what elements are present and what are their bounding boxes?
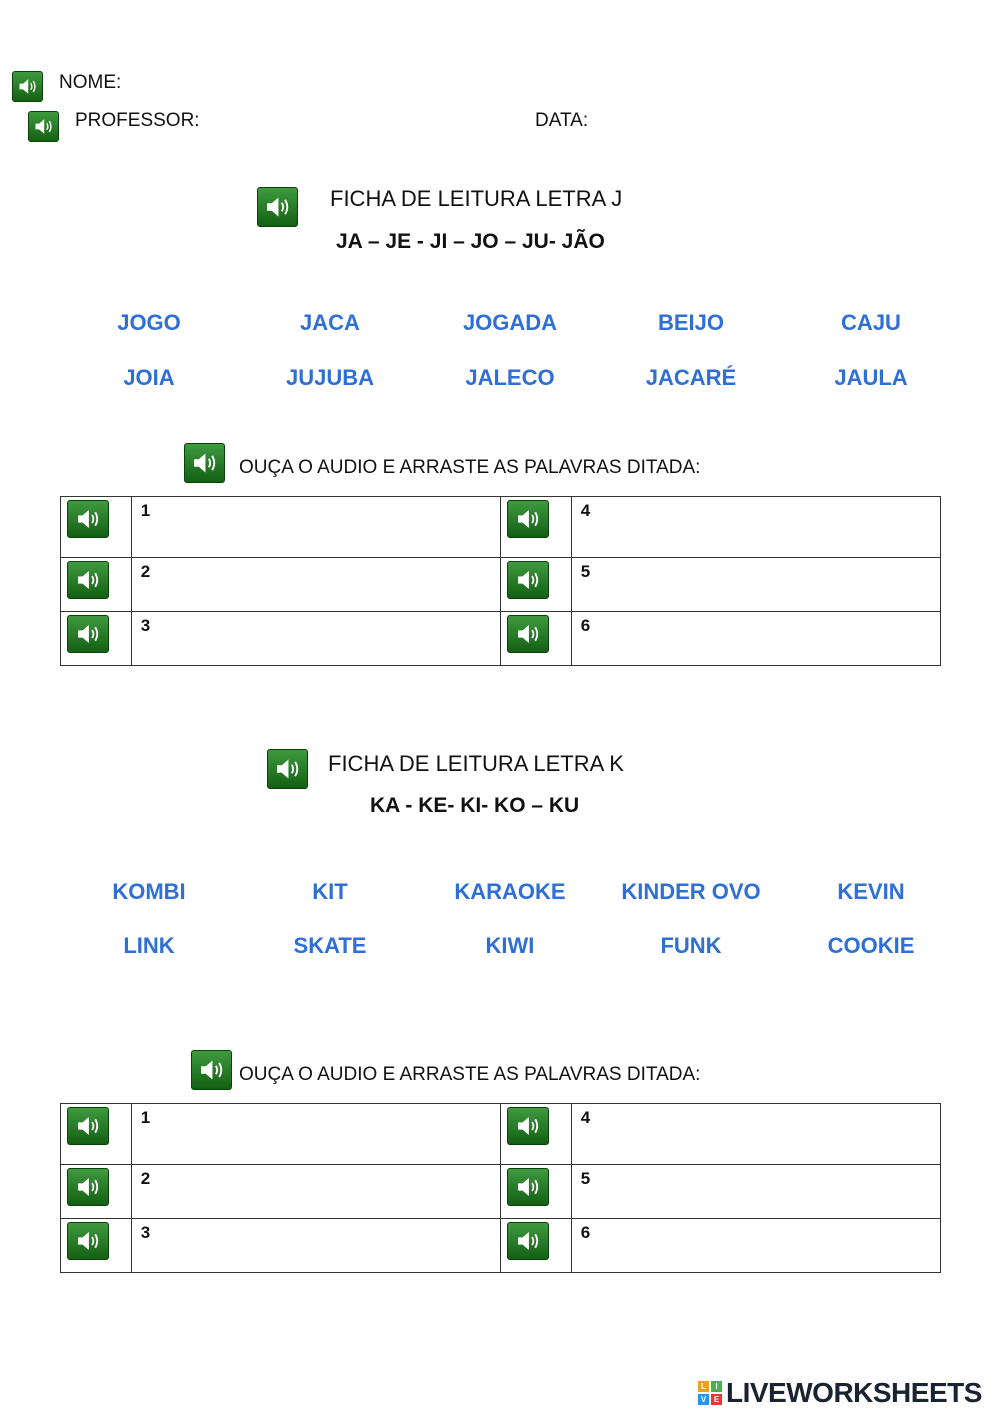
slot-number: 1 (140, 501, 151, 520)
word-card[interactable]: KEVIN (837, 879, 905, 904)
word-card[interactable]: KIT (312, 879, 348, 904)
dictation-audio-button[interactable] (67, 1107, 109, 1145)
section-j-syllables: JA – JE - JI – JO – JU- JÃO (336, 230, 605, 253)
teacher-audio-button[interactable] (28, 111, 59, 142)
slot-number: 4 (580, 501, 591, 520)
answer-slot (571, 1165, 940, 1219)
drop-zone[interactable] (162, 562, 496, 607)
drop-zone[interactable] (162, 1169, 496, 1214)
drop-zone[interactable] (602, 501, 936, 553)
date-label: DATA: (535, 110, 589, 131)
word-card[interactable]: JUJUBA (285, 365, 375, 390)
answer-slot (571, 612, 940, 666)
answer-slot (131, 1219, 500, 1273)
brand-name: LIVEWORKSHEETS (726, 1377, 982, 1408)
word-card[interactable]: LINK (123, 933, 175, 958)
slot-number: 6 (580, 1223, 591, 1242)
instruction-j-audio-button[interactable] (184, 443, 225, 483)
speaker-icon (68, 1223, 108, 1259)
answer-slot (131, 558, 500, 612)
drop-zone[interactable] (162, 616, 496, 661)
speaker-icon (29, 112, 58, 141)
slot-number: 4 (580, 1108, 591, 1127)
answer-slot (131, 612, 500, 666)
word-card[interactable]: COOKIE (827, 933, 915, 958)
dictation-audio-button[interactable] (67, 1222, 109, 1260)
drop-zone[interactable] (162, 1223, 496, 1268)
word-card[interactable]: JOIA (123, 365, 175, 390)
drop-zone[interactable] (162, 501, 496, 553)
slot-number: 6 (580, 616, 591, 635)
speaker-icon (508, 562, 548, 598)
word-card[interactable]: SKATE (293, 933, 367, 958)
section-k-instruction: OUÇA O AUDIO E ARRASTE AS PALAVRAS DITADA: (239, 1064, 701, 1085)
speaker-icon (508, 1223, 548, 1259)
speaker-icon (508, 616, 548, 652)
word-card[interactable]: FUNK (660, 933, 722, 958)
speaker-icon (192, 1051, 231, 1089)
answer-slot (131, 1104, 500, 1165)
speaker-icon (508, 501, 548, 537)
word-card[interactable]: KOMBI (112, 879, 186, 904)
section-k-title: FICHA DE LEITURA LETRA K (328, 751, 624, 776)
dictation-audio-button[interactable] (507, 1222, 549, 1260)
section-j-title: FICHA DE LEITURA LETRA J (330, 186, 623, 211)
word-card[interactable]: JOGADA (462, 310, 558, 335)
dictation-audio-button[interactable] (507, 615, 549, 653)
section-j-instruction: OUÇA O AUDIO E ARRASTE AS PALAVRAS DITADA: (239, 457, 701, 478)
speaker-icon (68, 616, 108, 652)
speaker-icon (268, 750, 307, 788)
dictation-audio-button[interactable] (507, 561, 549, 599)
word-card[interactable]: JACA (300, 310, 360, 335)
speaker-icon (13, 72, 42, 101)
liveworksheets-logo-icon: L I V E (698, 1380, 724, 1406)
drop-zone[interactable] (602, 562, 936, 607)
instruction-k-audio-button[interactable] (191, 1050, 232, 1090)
speaker-icon (68, 1108, 108, 1144)
dictation-audio-button[interactable] (67, 500, 109, 538)
slot-number: 2 (140, 562, 151, 581)
dictation-audio-button[interactable] (507, 1107, 549, 1145)
slot-number: 5 (580, 1169, 591, 1188)
speaker-icon (258, 188, 297, 226)
word-card[interactable]: JALECO (465, 365, 555, 390)
speaker-icon (508, 1169, 548, 1205)
word-card[interactable]: JAULA (834, 365, 908, 390)
answer-slot (131, 497, 500, 558)
word-card[interactable]: BEIJO (657, 310, 725, 335)
liveworksheets-brand (698, 1378, 982, 1408)
drop-zone[interactable] (602, 1169, 936, 1214)
title-k-audio-button[interactable] (267, 749, 308, 789)
speaker-icon (185, 444, 224, 482)
dictation-audio-button[interactable] (67, 1168, 109, 1206)
word-card[interactable]: JOGO (117, 310, 181, 335)
answer-slot (571, 1104, 940, 1165)
word-card[interactable]: KINDER OVO (621, 879, 761, 904)
answer-slot (571, 1219, 940, 1273)
answer-slot (571, 558, 940, 612)
word-card[interactable]: CAJU (841, 310, 901, 335)
slot-number: 2 (140, 1169, 151, 1188)
section-k-syllables: KA - KE- KI- KO – KU (370, 794, 580, 817)
dictation-audio-button[interactable] (67, 561, 109, 599)
slot-number: 5 (580, 562, 591, 581)
slot-number: 3 (140, 616, 151, 635)
word-card[interactable]: KARAOKE (454, 879, 566, 904)
answer-slot (571, 497, 940, 558)
speaker-icon (68, 562, 108, 598)
teacher-label: PROFESSOR: (75, 110, 200, 131)
dictation-audio-button[interactable] (67, 615, 109, 653)
answer-slot (131, 1165, 500, 1219)
name-audio-button[interactable] (12, 71, 43, 102)
speaker-icon (68, 501, 108, 537)
drop-zone[interactable] (602, 1108, 936, 1160)
dictation-audio-button[interactable] (507, 1168, 549, 1206)
name-label: NOME: (59, 72, 122, 93)
dictation-table-j (60, 496, 941, 666)
slot-number: 1 (140, 1108, 151, 1127)
title-j-audio-button[interactable] (257, 187, 298, 227)
speaker-icon (68, 1169, 108, 1205)
drop-zone[interactable] (162, 1108, 496, 1160)
drop-zone[interactable] (602, 616, 936, 661)
word-card[interactable]: JACARÉ (645, 365, 737, 390)
dictation-table-k (60, 1103, 941, 1273)
slot-number: 3 (140, 1223, 151, 1242)
drop-zone[interactable] (602, 1223, 936, 1268)
speaker-icon (508, 1108, 548, 1144)
word-card[interactable]: KIWI (485, 933, 535, 958)
dictation-audio-button[interactable] (507, 500, 549, 538)
